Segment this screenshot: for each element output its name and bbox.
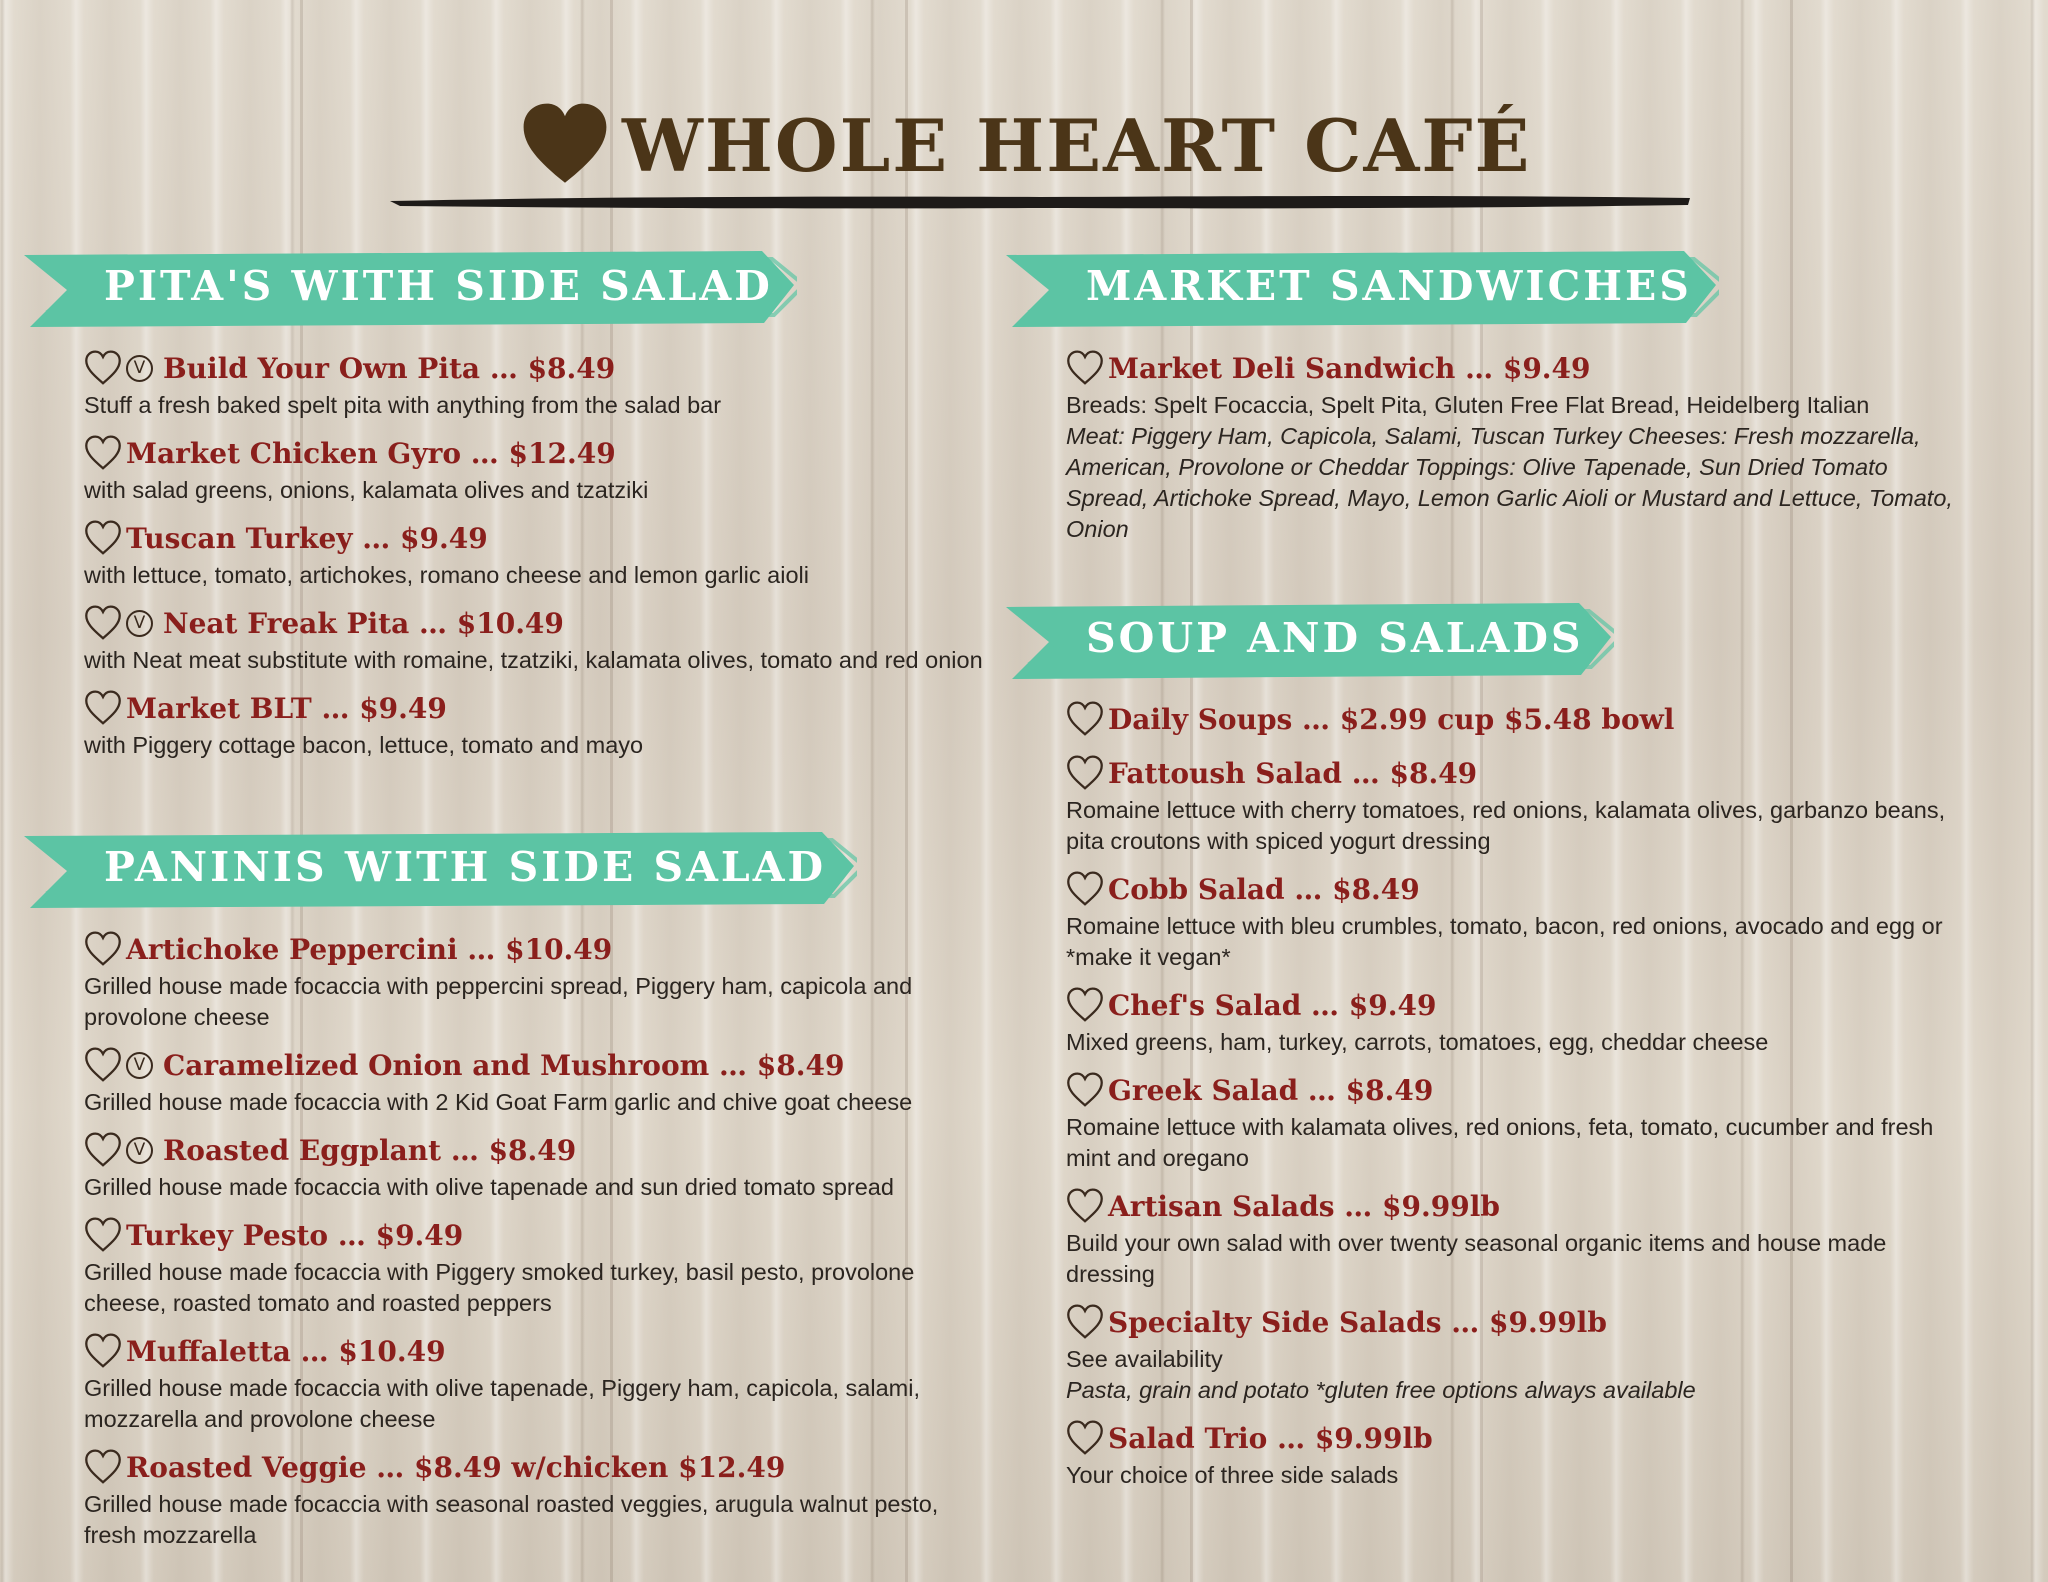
menu-item-name: Market BLT … $9.49: [126, 691, 447, 725]
menu-item-description: Grilled house made focaccia with peppercini spread, Piggery ham, capicola and provolone cheese: [84, 973, 913, 1030]
menu-item-name: Neat Freak Pita … $10.49: [163, 606, 564, 640]
menu-item-header: [1066, 346, 1966, 390]
menu-item-description: Stuff a fresh baked spelt pita with anything from the salad bar: [84, 392, 722, 418]
menu-item-description: Grilled house made focaccia with Piggery smoked turkey, basil pesto, provolone cheese, roasted tomato and roasted peppers: [84, 1259, 915, 1316]
heart-outline-icon: [1066, 349, 1104, 387]
heart-icon: [520, 100, 610, 190]
heart-outline-icon: [1066, 1419, 1104, 1457]
menu-item-description: with Piggery cottage bacon, lettuce, tomato and mayo: [84, 732, 644, 758]
menu-item-header: [1066, 697, 1966, 741]
menu-item-header: [84, 1329, 984, 1373]
vegan-icon: V: [126, 610, 153, 637]
menu-item-options: Meat: Piggery Ham, Capicola, Salami, Tuscan Turkey Cheeses: Fresh mozzarella, American, Provolone or Cheddar Toppings: Olive Tapenade, Sun Dried Tomato Spread, Artichoke Spread, Mayo, Lemon Garlic Aioli or Mustard and Lettuce, Tomato, Onion: [1066, 423, 1953, 542]
menu-item: [84, 686, 984, 761]
menu-item-description: Mixed greens, ham, turkey, carrots, tomatoes, egg, cheddar cheese: [1066, 1029, 1769, 1055]
menu-item-header: [1066, 751, 1966, 795]
menu-item: [84, 1043, 984, 1118]
menu-item-description: Grilled house made focaccia with olive tapenade and sun dried tomato spread: [84, 1174, 894, 1200]
vegan-icon: V: [126, 1137, 153, 1164]
menu-item-header: [1066, 1184, 1966, 1228]
heart-outline-icon: [84, 689, 122, 727]
menu-item: [1066, 1300, 1966, 1406]
menu-item-name: Cobb Salad … $8.49: [1108, 872, 1420, 906]
menu-item: [84, 1329, 984, 1435]
vegan-icon: V: [126, 355, 153, 382]
menu-item-description: Grilled house made focaccia with olive tapenade, Piggery ham, capicola, salami, mozzarella and provolone cheese: [84, 1375, 920, 1432]
menu-item-description: Your choice of three side salads: [1066, 1462, 1399, 1488]
menu-item-name: Tuscan Turkey … $9.49: [126, 521, 488, 555]
banner-sandwiches: [1004, 245, 1719, 333]
menu-item: [1066, 1184, 1966, 1290]
menu-item: [1066, 346, 1966, 545]
menu-item-description: with lettuce, tomato, artichokes, romano cheese and lemon garlic aioli: [84, 562, 809, 588]
menu-item: [84, 1213, 984, 1319]
menu-item-description: with Neat meat substitute with romaine, tzatziki, kalamata olives, tomato and red onion: [84, 647, 983, 673]
menu-item-name: Artichoke Peppercini … $10.49: [126, 932, 613, 966]
menu-item-header: [1066, 867, 1966, 911]
menu-item: [1066, 1068, 1966, 1174]
banner-paninis: [22, 826, 857, 914]
section-title-pitas: PITA'S WITH SIDE SALAD: [104, 262, 773, 310]
heart-outline-icon: [84, 1046, 122, 1084]
heart-outline-icon: [84, 349, 122, 387]
menu-item-name: Turkey Pesto … $9.49: [126, 1218, 464, 1252]
menu-item: [84, 1128, 984, 1203]
heart-outline-icon: [84, 1332, 122, 1370]
menu-item-header: [1066, 1416, 1966, 1460]
menu-item-header: [1066, 983, 1966, 1027]
menu-item: [84, 1445, 984, 1551]
menu-item-description: Grilled house made focaccia with seasonal roasted veggies, arugula walnut pesto, fresh mozzarella: [84, 1491, 939, 1548]
menu-item-header: [84, 516, 984, 560]
heart-outline-icon: [84, 1131, 122, 1169]
menu-item-description: Breads: Spelt Focaccia, Spelt Pita, Gluten Free Flat Bread, Heidelberg Italian: [1066, 392, 1870, 418]
menu-item-header: [1066, 1300, 1966, 1344]
menu-list-soups: [1066, 697, 1966, 1501]
section-title-soups: SOUP AND SALADS: [1086, 614, 1584, 662]
menu-item: [84, 601, 984, 676]
cafe-title: WHOLE HEART CAFÉ: [622, 102, 1532, 188]
menu-item: [1066, 983, 1966, 1058]
menu-item-header: [84, 927, 984, 971]
menu-list-paninis: [84, 927, 984, 1561]
menu-item-header: [1066, 1068, 1966, 1112]
heart-outline-icon: [1066, 870, 1104, 908]
menu-item-header: [84, 601, 984, 645]
heart-outline-icon: [1066, 700, 1104, 738]
menu-item-description: See availability: [1066, 1346, 1223, 1372]
menu-item-options: Pasta, grain and potato *gluten free options always available: [1066, 1377, 1696, 1403]
menu-item-name: Daily Soups … $2.99 cup $5.48 bowl: [1108, 702, 1675, 736]
menu-item-description: Romaine lettuce with bleu crumbles, tomato, bacon, red onions, avocado and egg or *make it vegan*: [1066, 913, 1943, 970]
heart-outline-icon: [84, 434, 122, 472]
menu-item-description: Grilled house made focaccia with 2 Kid Goat Farm garlic and chive goat cheese: [84, 1089, 913, 1115]
heart-outline-icon: [84, 930, 122, 968]
heart-outline-icon: [84, 1448, 122, 1486]
menu-item-header: [84, 1213, 984, 1257]
menu-item-name: Build Your Own Pita … $8.49: [163, 351, 616, 385]
menu-item-header: [84, 1445, 984, 1489]
menu-list-sandwiches: [1066, 346, 1966, 555]
menu-item: [84, 516, 984, 591]
menu-item: [1066, 867, 1966, 973]
menu-item-header: [84, 1128, 984, 1172]
menu-item-name: Roasted Veggie … $8.49 w/chicken $12.49: [126, 1450, 786, 1484]
menu-item: [84, 927, 984, 1033]
heart-outline-icon: [1066, 1303, 1104, 1341]
heart-outline-icon: [1066, 1071, 1104, 1109]
menu-item-name: Muffaletta … $10.49: [126, 1334, 446, 1368]
menu-item-name: Specialty Side Salads … $9.99lb: [1108, 1305, 1607, 1339]
vegan-icon: V: [126, 1052, 153, 1079]
menu-item: [84, 431, 984, 506]
menu-item-description: Romaine lettuce with kalamata olives, red onions, feta, tomato, cucumber and fresh mint and oregano: [1066, 1114, 1934, 1171]
menu-item-description: Build your own salad with over twenty seasonal organic items and house made dressing: [1066, 1230, 1887, 1287]
heart-outline-icon: [84, 519, 122, 557]
banner-pitas: [22, 245, 797, 333]
heart-outline-icon: [1066, 1187, 1104, 1225]
menu-item-header: [84, 686, 984, 730]
menu-item-name: Fattoush Salad … $8.49: [1108, 756, 1478, 790]
menu-item-name: Artisan Salads … $9.99lb: [1108, 1189, 1500, 1223]
menu-item-name: Greek Salad … $8.49: [1108, 1073, 1434, 1107]
menu-item-name: Market Deli Sandwich … $9.49: [1108, 351, 1591, 385]
menu-item-description: with salad greens, onions, kalamata olives and tzatziki: [84, 477, 649, 503]
menu-item-description: Romaine lettuce with cherry tomatoes, red onions, kalamata olives, garbanzo beans, pita croutons with spiced yogurt dressing: [1066, 797, 1946, 854]
menu-list-pitas: [84, 346, 984, 771]
menu-header: [520, 90, 1531, 200]
menu-item: [1066, 1416, 1966, 1491]
menu-item-header: [84, 1043, 984, 1087]
menu-item: [84, 346, 984, 421]
heart-outline-icon: [1066, 986, 1104, 1024]
banner-soups: [1004, 597, 1614, 685]
menu-item-name: Market Chicken Gyro … $12.49: [126, 436, 616, 470]
heart-outline-icon: [84, 604, 122, 642]
menu-item-name: Salad Trio … $9.99lb: [1108, 1421, 1433, 1455]
menu-item-header: [84, 346, 984, 390]
menu-item-name: Chef's Salad … $9.49: [1108, 988, 1437, 1022]
heart-outline-icon: [84, 1216, 122, 1254]
menu-item-name: Roasted Eggplant … $8.49: [163, 1133, 577, 1167]
brush-divider: [390, 193, 1690, 211]
section-title-paninis: PANINIS WITH SIDE SALAD: [104, 843, 827, 891]
section-title-sandwiches: MARKET SANDWICHES: [1086, 262, 1692, 310]
menu-item: [1066, 751, 1966, 857]
heart-outline-icon: [1066, 754, 1104, 792]
menu-item-name: Caramelized Onion and Mushroom … $8.49: [163, 1048, 845, 1082]
menu-item: [1066, 697, 1966, 741]
menu-item-header: [84, 431, 984, 475]
